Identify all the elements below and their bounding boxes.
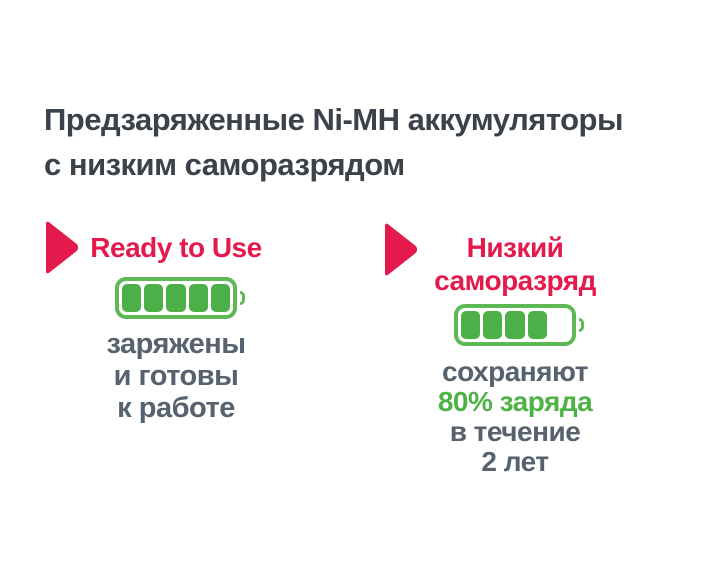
feature-heading bbox=[40, 231, 312, 264]
battery-segment-filled bbox=[483, 311, 502, 339]
battery-segment-filled bbox=[189, 284, 208, 312]
feature-description bbox=[388, 357, 642, 477]
feature-heading-line: Ready to Use bbox=[90, 232, 262, 263]
battery-segment-empty bbox=[550, 311, 569, 339]
battery-segment-filled bbox=[211, 284, 230, 312]
battery-segment-filled bbox=[505, 311, 524, 339]
description-line: сохраняют bbox=[442, 356, 588, 387]
feature-heading-line: саморазряд bbox=[434, 265, 596, 296]
battery-80-percent-icon bbox=[454, 304, 576, 346]
feature-ready-to-use bbox=[40, 231, 312, 424]
description-line: и готовы bbox=[113, 360, 239, 392]
page-title bbox=[44, 97, 623, 187]
feature-heading-line: Низкий bbox=[466, 232, 564, 263]
battery-wrap bbox=[40, 277, 312, 319]
battery-full-icon bbox=[115, 277, 237, 319]
battery-segment-filled bbox=[144, 284, 163, 312]
feature-heading bbox=[388, 231, 642, 297]
battery-segment-filled bbox=[528, 311, 547, 339]
battery-segment-filled bbox=[166, 284, 185, 312]
battery-wrap bbox=[388, 304, 642, 346]
battery-segment-filled bbox=[461, 311, 480, 339]
description-line: 80% заряда bbox=[437, 386, 593, 417]
feature-low-self-discharge bbox=[388, 231, 642, 477]
battery-segment-filled bbox=[122, 284, 141, 312]
page-title-line-2: с низким саморазрядом bbox=[44, 147, 405, 182]
description-line: к работе bbox=[117, 392, 235, 424]
feature-description bbox=[40, 328, 312, 424]
page-title-line-1: Предзаряженные Ni-MH аккумуляторы bbox=[44, 102, 623, 137]
description-line: в течение bbox=[449, 416, 581, 447]
description-line: 2 лет bbox=[481, 446, 549, 477]
description-line: заряжены bbox=[106, 328, 246, 360]
